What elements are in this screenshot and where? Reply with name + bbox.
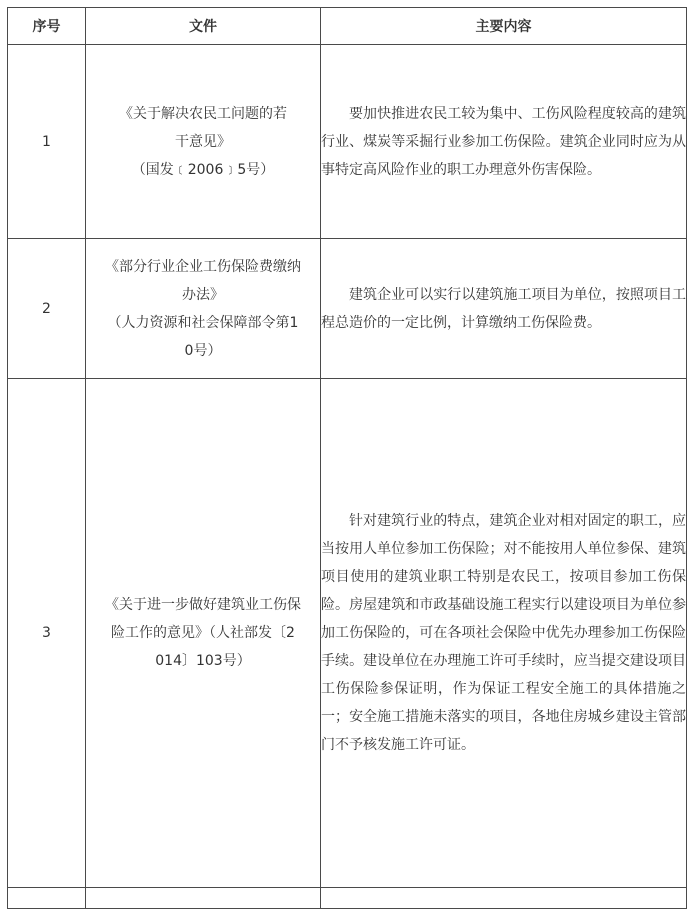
- row-number: 3: [8, 379, 86, 888]
- document-line: 干意见》: [175, 133, 231, 150]
- row-document: [86, 379, 321, 888]
- row-content: 建筑企业可以实行以建筑施工项目为单位，按照项目工程总造价的一定比例，计算缴纳工伤保险费。: [321, 239, 687, 379]
- row-document: [86, 45, 321, 239]
- table-row: [8, 45, 687, 239]
- header-number: 序号: [8, 8, 86, 45]
- table-row: [8, 888, 687, 909]
- header-document: 文件: [86, 8, 321, 45]
- document-line: （人力资源和社会保障部令第1: [107, 314, 299, 331]
- regulations-table: [7, 7, 687, 909]
- row-content: 要加快推进农民工较为集中、工伤风险程度较高的建筑行业、煤炭等采掘行业参加工伤保险。建筑企业同时应为从事特定高风险作业的职工办理意外伤害保险。: [321, 45, 687, 239]
- document-line: 《部分行业企业工伤保险费缴纳: [105, 258, 301, 275]
- document-line: 《关于进一步做好建筑业工伤保: [105, 597, 301, 613]
- row-number: 1: [8, 45, 86, 239]
- row-content: 针对建筑行业的特点，建筑企业对相对固定的职工，应当按用人单位参加工伤保险；对不能按用人单位参保、建筑项目使用的建筑业职工特别是农民工，按项目参加工伤保险。房屋建筑和市政基础设施工程实行以建设项目为单位参加工伤保险的，可在各项社会保险中优先办理参加工伤保险手续。建设单位在办理施工许可手续时，应当提交建设项目工伤保险参保证明，作为保证工程安全施工的具体措施之一；安全施工措施未落实的项目，各地住房城乡建设主管部门不予核发施工许可证。: [321, 379, 687, 888]
- row-document: [86, 239, 321, 379]
- header-content: 主要内容: [321, 8, 687, 45]
- document-line: 014〕103号）: [155, 653, 251, 669]
- document-line: 0号）: [184, 342, 222, 359]
- empty-cell: [321, 888, 687, 909]
- document-line: 《关于解决农民工问题的若: [119, 105, 287, 122]
- document-line: （国发﹝2006﹞5号）: [131, 161, 275, 178]
- row-number: 2: [8, 239, 86, 379]
- header-row: [8, 8, 687, 45]
- table-row: [8, 379, 687, 888]
- document-line: 办法》: [182, 286, 224, 303]
- empty-cell: [86, 888, 321, 909]
- empty-cell: [8, 888, 86, 909]
- document-line: 险工作的意见》（人社部发〔2: [111, 625, 295, 641]
- table-row: [8, 239, 687, 379]
